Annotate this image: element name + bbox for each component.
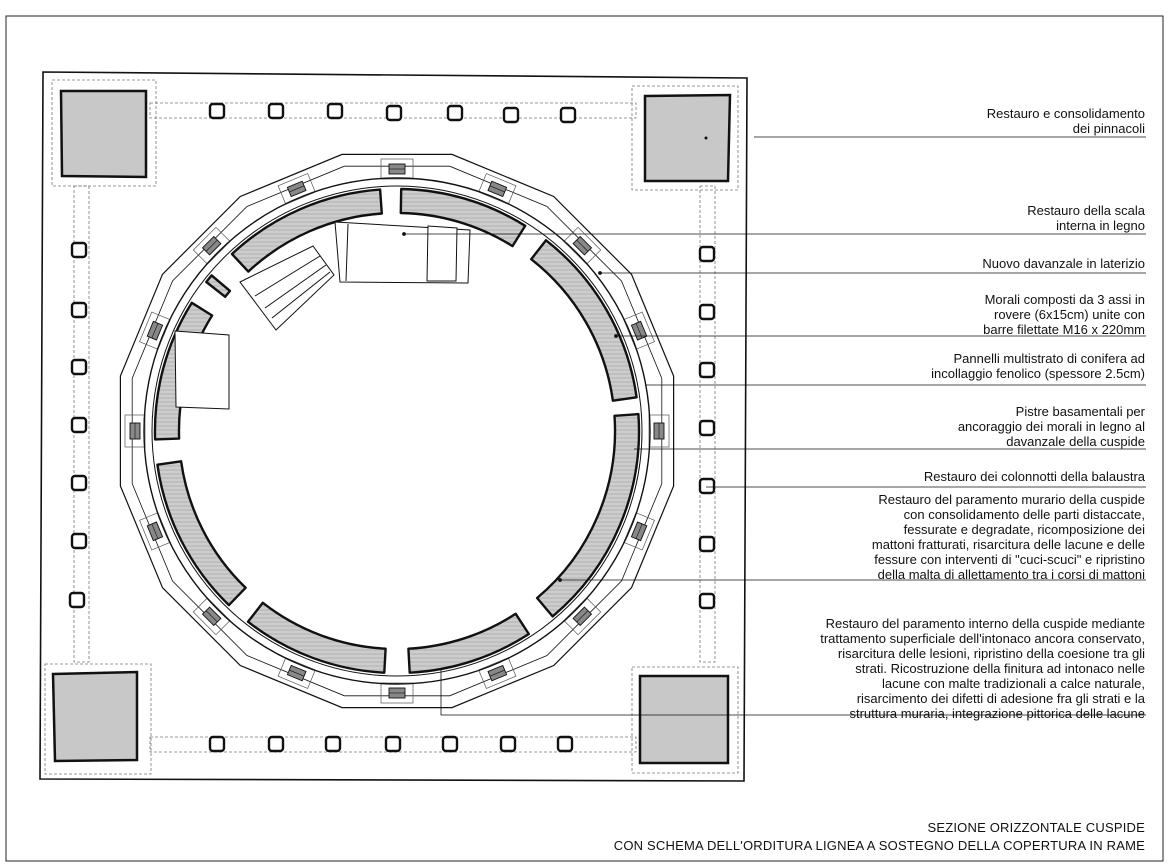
colonnette (448, 106, 462, 120)
colonnette (558, 737, 572, 751)
annotation-pistre: Pistre basamentali per ancoraggio dei morali in legno al davanzale della cuspide (957, 404, 1145, 449)
annotation-panels: Pannelli multistrato di conifera ad incollaggio fenolico (spessore 2.5cm) (931, 351, 1145, 381)
colonnette (210, 737, 224, 751)
colonnette (443, 737, 457, 751)
beam-pad (381, 159, 413, 179)
annotation-colonnettes: Restauro dei colonnotti della balaustra (923, 469, 1145, 484)
annotation-beams: Morali composti da 3 assi in rovere (6x15cm) unite con barre filettate M16 x 220mm (983, 292, 1145, 337)
colonnette (72, 476, 86, 490)
annotation-plaster: Restauro del paramento interno della cuspide mediante trattamento superficiale dell'intonaco ancora conservato, risarcitura delle lesioni, ripristino della coesione tra gli strati. Ricostruzione della finitura ad intonaco nelle lacune con malte tradizionali a calce naturale, risarcimento dei difetti di adesione fra gli strati e la struttura muraria, integrazione pittorica delle lacune (820, 616, 1145, 721)
annotation-masonry: Restauro del paramento murario della cuspide con consolidamento delle parti distaccate, fessurate e degradate, ricomposizione dei mattoni fratturati, risarcitura delle lacune e delle fessure con interventi di "cuci-scuci" e ripristino della malta di allettamento tra i corsi di mattoni (871, 492, 1145, 582)
masonry-wall-segment (206, 275, 230, 296)
annotation-stair: Restauro della scala interna in legno (1027, 203, 1145, 233)
masonry-wall-segment (537, 414, 639, 616)
colonnette (269, 737, 283, 751)
colonnette (72, 243, 86, 257)
colonnette (700, 421, 714, 435)
beam-pad (125, 415, 145, 447)
colonnette (700, 247, 714, 261)
colonnette (501, 737, 515, 751)
colonnette (561, 108, 575, 122)
colonnette (72, 360, 86, 374)
caption-line-2: CON SCHEMA DELL'ORDITURA LIGNEA A SOSTEGNO DELLA COPERTURA IN RAME (613, 838, 1145, 853)
masonry-wall-segment (157, 461, 245, 605)
colonnette (504, 108, 518, 122)
colonnette (269, 104, 283, 118)
pinnacle-ne (645, 95, 730, 181)
colonnette (387, 106, 401, 120)
pinnacle-sw (53, 672, 137, 761)
pinnacle-se (640, 676, 728, 763)
colonnette (72, 418, 86, 432)
annotation-pinnacles: Restauro e consolidamento dei pinnacoli (986, 106, 1145, 136)
annotation-sill: Nuovo davanzale in laterizio (982, 256, 1145, 271)
colonnette (210, 104, 224, 118)
pinnacle-nw (61, 91, 146, 177)
colonnette (72, 303, 86, 317)
colonnette (700, 537, 714, 551)
colonnette (72, 534, 86, 548)
colonnette (386, 737, 400, 751)
beam-pad (649, 415, 669, 447)
colonnette (328, 104, 342, 118)
colonnette (700, 479, 714, 493)
colonnette (700, 363, 714, 377)
drawing-caption (614, 819, 1145, 855)
colonnette (326, 737, 340, 751)
caption-line-1: SEZIONE ORIZZONTALE CUSPIDE (927, 820, 1145, 835)
colonnette (700, 594, 714, 608)
beam-pad (381, 683, 413, 703)
colonnette (700, 305, 714, 319)
colonnette (70, 593, 84, 607)
